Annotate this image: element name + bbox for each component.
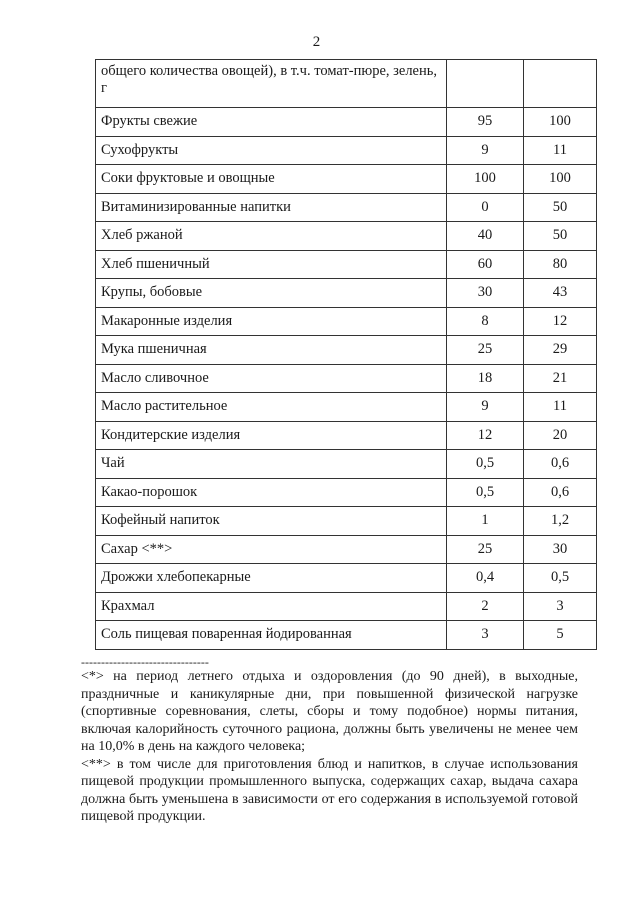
page-number: 2 xyxy=(312,34,321,50)
norm-value-cell-2: 0,6 xyxy=(524,478,597,507)
food-name-cell: Витаминизированные напитки xyxy=(96,193,447,222)
norm-value-cell-2: 0,6 xyxy=(524,450,597,479)
table-row xyxy=(96,621,597,650)
norm-value-cell-2: 29 xyxy=(524,336,597,365)
table-row xyxy=(96,592,597,621)
norm-value-cell-1: 0 xyxy=(447,193,524,222)
table-row xyxy=(96,393,597,422)
table-row xyxy=(96,478,597,507)
norm-value-cell-2: 100 xyxy=(524,108,597,137)
food-name-cell: Масло сливочное xyxy=(96,364,447,393)
table-row xyxy=(96,535,597,564)
food-name-cell: Сахар <**> xyxy=(96,535,447,564)
norm-value-cell-1: 0,5 xyxy=(447,478,524,507)
table-body xyxy=(96,60,597,650)
norm-value-cell-2: 12 xyxy=(524,307,597,336)
norm-value-cell-2: 100 xyxy=(524,165,597,194)
norm-value-cell-1: 3 xyxy=(447,621,524,650)
norm-value-cell-2: 30 xyxy=(524,535,597,564)
food-name-cell: Крахмал xyxy=(96,592,447,621)
norm-value-cell-1: 12 xyxy=(447,421,524,450)
table-row xyxy=(96,165,597,194)
table-row xyxy=(96,108,597,137)
table-row xyxy=(96,60,597,108)
norm-value-cell-1: 18 xyxy=(447,364,524,393)
norm-value-cell-1: 2 xyxy=(447,592,524,621)
norm-value-cell-2: 1,2 xyxy=(524,507,597,536)
food-name-cell: Кондитерские изделия xyxy=(96,421,447,450)
table-row xyxy=(96,193,597,222)
food-name-cell: Макаронные изделия xyxy=(96,307,447,336)
footnote-2: <**> в том числе для приготовления блюд и напитков, в случае использования пищевой продукции промышленного выпуска, содержащих сахар, выдача сахара должна быть уменьшена в зависимости от его содержания в используемой готовой пищевой продукции. xyxy=(81,756,578,824)
food-name-cell: общего количества овощей), в т.ч. томат-пюре, зелень, г xyxy=(96,60,447,108)
norm-value-cell-2: 43 xyxy=(524,279,597,308)
table-row xyxy=(96,507,597,536)
norm-value-cell-1: 8 xyxy=(447,307,524,336)
norm-value-cell-1: 95 xyxy=(447,108,524,137)
norm-value-cell-2: 3 xyxy=(524,592,597,621)
table-row xyxy=(96,450,597,479)
norm-value-cell-1: 40 xyxy=(447,222,524,251)
food-name-cell: Кофейный напиток xyxy=(96,507,447,536)
table-row xyxy=(96,336,597,365)
table-row xyxy=(96,307,597,336)
food-name-cell: Соки фруктовые и овощные xyxy=(96,165,447,194)
norm-value-cell-1: 25 xyxy=(447,535,524,564)
norm-value-cell-2: 80 xyxy=(524,250,597,279)
norm-value-cell-1: 0,5 xyxy=(447,450,524,479)
norm-value-cell-1 xyxy=(447,60,524,108)
table-row xyxy=(96,279,597,308)
food-name-cell: Соль пищевая поваренная йодированная xyxy=(96,621,447,650)
food-name-cell: Сухофрукты xyxy=(96,136,447,165)
footnote-separator: -------------------------------- xyxy=(81,655,209,669)
food-norms-table xyxy=(95,59,597,650)
footnotes xyxy=(81,668,578,826)
norm-value-cell-2: 50 xyxy=(524,193,597,222)
food-name-cell: Масло растительное xyxy=(96,393,447,422)
norm-value-cell-2 xyxy=(524,60,597,108)
norm-value-cell-1: 1 xyxy=(447,507,524,536)
table-row xyxy=(96,222,597,251)
food-name-cell: Хлеб ржаной xyxy=(96,222,447,251)
table-row xyxy=(96,250,597,279)
norm-value-cell-1: 9 xyxy=(447,393,524,422)
norm-value-cell-2: 50 xyxy=(524,222,597,251)
norm-value-cell-2: 5 xyxy=(524,621,597,650)
norm-value-cell-1: 0,4 xyxy=(447,564,524,593)
norm-value-cell-2: 11 xyxy=(524,393,597,422)
norm-value-cell-2: 20 xyxy=(524,421,597,450)
norm-value-cell-1: 100 xyxy=(447,165,524,194)
food-name-cell: Мука пшеничная xyxy=(96,336,447,365)
table-row xyxy=(96,136,597,165)
food-name-cell: Чай xyxy=(96,450,447,479)
food-name-cell: Крупы, бобовые xyxy=(96,279,447,308)
norm-value-cell-1: 9 xyxy=(447,136,524,165)
footnote-1: <*> на период летнего отдыха и оздоровления (до 90 дней), в выходные, праздничные и каникулярные дни, при повышенной физической нагрузке (спортивные соревнования, слеты, сборы и тому подобное) нормы питания, включая калорийность суточного рациона, должны быть увеличены не менее чем на 10,0% в день на каждого человека; xyxy=(81,669,578,754)
norm-value-cell-1: 60 xyxy=(447,250,524,279)
table-row xyxy=(96,364,597,393)
norm-value-cell-1: 30 xyxy=(447,279,524,308)
norm-value-cell-2: 11 xyxy=(524,136,597,165)
table-row xyxy=(96,421,597,450)
food-name-cell: Дрожжи хлебопекарные xyxy=(96,564,447,593)
norm-value-cell-1: 25 xyxy=(447,336,524,365)
table-row xyxy=(96,564,597,593)
norm-value-cell-2: 21 xyxy=(524,364,597,393)
food-name-cell: Какао-порошок xyxy=(96,478,447,507)
food-name-cell: Фрукты свежие xyxy=(96,108,447,137)
norm-value-cell-2: 0,5 xyxy=(524,564,597,593)
food-name-cell: Хлеб пшеничный xyxy=(96,250,447,279)
